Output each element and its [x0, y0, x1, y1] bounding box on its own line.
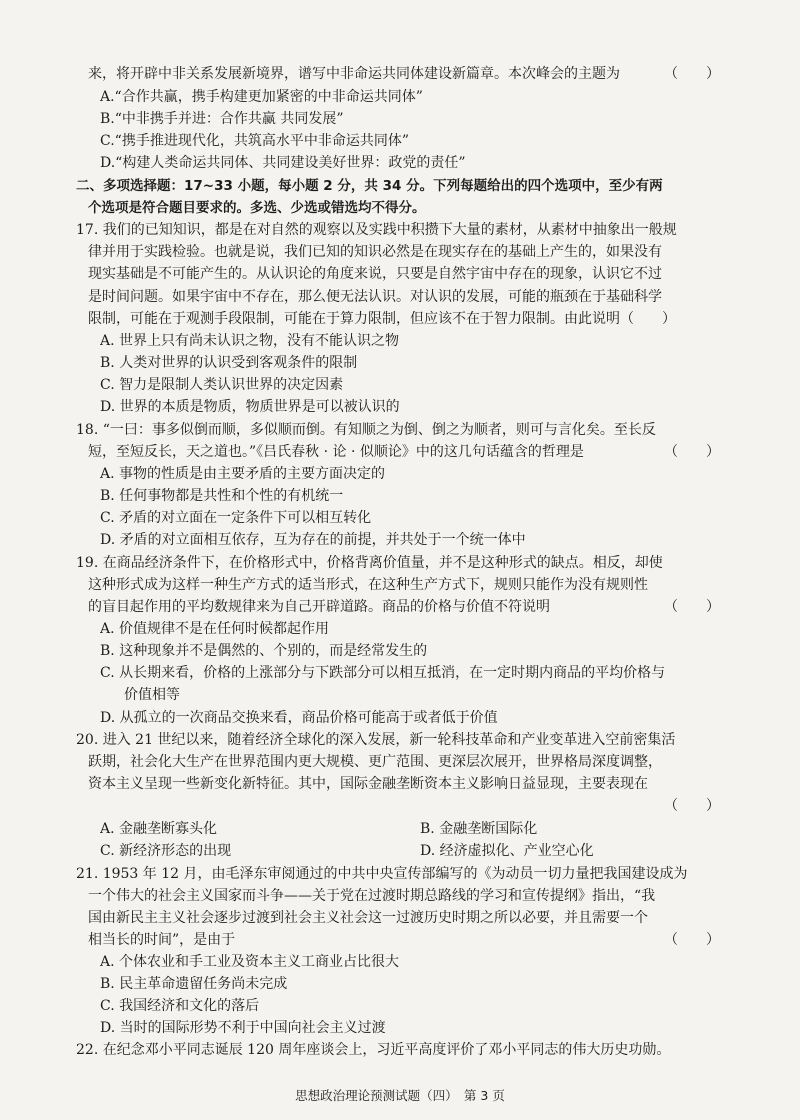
q17-option-a: A. 世界上只有尚未认识之物，没有不能认识之物 [100, 333, 400, 349]
q17-stem-line: 限制，可能在于观测手段限制，可能在于算力限制，但应该不在于智力限制。由此说明（ ） [88, 311, 676, 327]
q18-stem-line [88, 442, 720, 463]
q19-option-a: A. 价值规律不是在任何时候都起作用 [100, 621, 330, 637]
q19-stem-text: 的盲目起作用的平均数规律来为自己开辟道路。商品的价格与价值不符说明 [88, 599, 550, 615]
q16-stem-text: 来，将开辟中非关系发展新境界，谱写中非命运共同体建设新篇章。本次峰会的主题为 [88, 66, 620, 82]
q20-option-c: C. 新经济形态的出现 [100, 843, 232, 859]
answer-bracket: （ ） [664, 444, 720, 460]
q20-bracket-line [88, 796, 720, 817]
q17-stem-line: 17. 我们的已知知识，都是在对自然的观察以及实践中积攒下大量的素材，从素材中抽象出一般规 [76, 222, 677, 238]
q16-option-d: D.“构建人类命运共同体、共同建设美好世界：政党的责任” [100, 155, 466, 171]
q18-stem-line: 18. “一曰：事多似倒而顺，多似顺而倒。有知顺之为倒、倒之为顺者，则可与言化矣。至长反 [76, 422, 656, 438]
q21-stem-line [88, 930, 720, 951]
q18-stem-text: 短，至短反长，天之道也。”《吕氏春秋 · 论 · 似顺论》中的这几句话蕴含的哲理是 [88, 444, 584, 460]
q16-stem-line [88, 64, 720, 85]
q20-option-d: D. 经济虚拟化、产业空心化 [420, 843, 594, 859]
q21-stem-line: 国由新民主主义社会逐步过渡到社会主义社会这一过渡历史时期之所以必要，并且需要一个 [88, 910, 648, 926]
q19-stem-line: 19. 在商品经济条件下，在价格形式中，价格背离价值量，并不是这种形式的缺点。相反，却使 [76, 555, 663, 571]
section-heading: 二、多项选择题：17~33 小题，每小题 2 分，共 34 分。下列每题给出的四个选项中，至少有两 [76, 178, 663, 194]
q19-option-c-cont: 价值相等 [124, 687, 180, 703]
q19-option-c: C. 从长期来看，价格的上涨部分与下跌部分可以相互抵消，在一定时期内商品的平均价格与 [100, 665, 666, 681]
q20-stem-line: 资本主义呈现一些新变化新特征。其中，国际金融垄断资本主义影响日益显现，主要表现在 [88, 776, 648, 792]
q19-option-b: B. 这种现象并不是偶然的、个别的，而是经常发生的 [100, 643, 428, 659]
q22-stem-line: 22. 在纪念邓小平同志诞辰 120 周年座谈会上，习近平高度评价了邓小平同志的伟大历史功勋。 [76, 1042, 671, 1058]
q20-option-b: B. 金融垄断国际化 [420, 821, 538, 837]
q17-option-b: B. 人类对世界的认识受到客观条件的限制 [100, 355, 358, 371]
q17-stem-line: 律并用于实践检验。也就是说，我们已知的知识必然是在现实存在的基础上产生的，如果没有 [88, 244, 662, 260]
q19-stem-line [88, 597, 720, 618]
q17-stem-line: 现实基础是不可能产生的。从认识论的角度来说，只要是自然宇宙中存在的现象，认识它不过 [88, 266, 662, 282]
q21-option-d: D. 当时的国际形势不利于中国向社会主义过渡 [100, 1020, 386, 1036]
q19-option-d: D. 从孤立的一次商品交换来看，商品价格可能高于或者低于价值 [100, 710, 498, 726]
q18-option-c: C. 矛盾的对立面在一定条件下可以相互转化 [100, 510, 372, 526]
q20-options-row-1 [100, 819, 732, 840]
answer-bracket: （ ） [664, 798, 720, 814]
q20-option-a: A. 金融垄断寡头化 [100, 821, 218, 837]
answer-bracket: （ ） [664, 932, 720, 948]
q21-stem-text: 相当长的时间”，是由于 [88, 932, 236, 948]
section-heading-cont: 个选项是符合题目要求的。多选、少选或错选均不得分。 [88, 200, 426, 216]
q16-option-c: C.“携手推进现代化，共筑高水平中非命运共同体” [100, 133, 409, 149]
q17-option-d: D. 世界的本质是物质，物质世界是可以被认识的 [100, 399, 400, 415]
q21-option-c: C. 我国经济和文化的落后 [100, 998, 260, 1014]
q21-option-a: A. 个体农业和手工业及资本主义工商业占比很大 [100, 954, 400, 970]
q21-stem-line: 21. 1953 年 12 月，由毛泽东审阅通过的中共中央宣传部编写的《为动员一切力量把我国建设成为 [76, 866, 688, 882]
q18-option-a: A. 事物的性质是由主要矛盾的主要方面决定的 [100, 466, 386, 482]
answer-bracket: （ ） [664, 599, 720, 615]
q16-option-a: A.“合作共赢，携手构建更加紧密的中非命运共同体” [100, 89, 423, 105]
q19-stem-line: 这种形式成为这样一种生产方式的适当形式，在这种生产方式下，规则只能作为没有规则性 [88, 577, 648, 593]
page-footer: 思想政治理论预测试题（四） 第 3 页 [295, 1088, 505, 1103]
answer-bracket: （ ） [664, 66, 720, 82]
q17-stem-line: 是时间问题。如果宇宙中不存在，那么便无法认识。对认识的发展，可能的瓶颈在于基础科学 [88, 289, 662, 305]
q20-stem-line: 跃期，社会化大生产在世界范围内更大规模、更广范围、更深层次展开，世界格局深度调整， [88, 754, 662, 770]
q17-option-c: C. 智力是限制人类认识世界的决定因素 [100, 377, 344, 393]
q21-option-b: B. 民主革命遗留任务尚未完成 [100, 976, 288, 992]
q20-options-row-2 [100, 841, 732, 862]
q16-option-b: B.“中非携手并进：合作共赢 共同发展” [100, 111, 344, 127]
q18-option-d: D. 矛盾的对立面相互依存，互为存在的前提，并共处于一个统一体中 [100, 532, 526, 548]
q20-stem-line: 20. 进入 21 世纪以来，随着经济全球化的深入发展，新一轮科技革命和产业变革进入空前密集活 [76, 732, 676, 748]
q21-stem-line: 一个伟大的社会主义国家而斗争——关于党在过渡时期总路线的学习和宣传提纲》指出，“我 [88, 888, 656, 904]
q18-option-b: B. 任何事物都是共性和个性的有机统一 [100, 488, 344, 504]
